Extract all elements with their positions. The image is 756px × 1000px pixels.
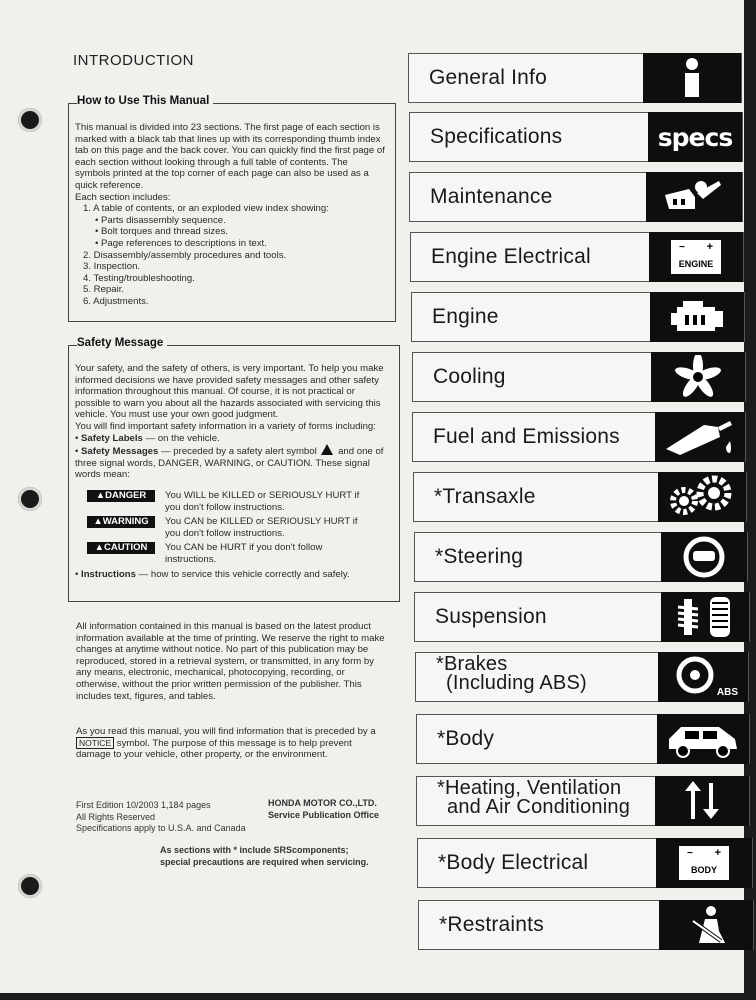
thumb-tab[interactable] — [413, 472, 747, 522]
fuel-nozzle-icon — [655, 412, 745, 462]
binder-hole — [18, 874, 42, 898]
thumb-tab[interactable] — [409, 172, 743, 222]
steering-wheel-icon — [661, 532, 747, 582]
list-subitem: • Bolt torques and thread sizes. — [95, 226, 228, 238]
oil-can-icon — [646, 172, 742, 222]
fan-icon — [651, 352, 745, 402]
thumb-tab-label: Engine — [432, 305, 499, 328]
hvac-arrows-icon — [655, 776, 749, 826]
thumb-tab-label: Engine Electrical — [431, 245, 591, 268]
brake-disc-icon: ABS — [658, 652, 748, 702]
each-section-label: Each section includes: — [75, 191, 171, 203]
thumb-tab-label: *Brakes (Including ABS) — [436, 653, 587, 694]
thumb-tab[interactable] — [416, 714, 750, 764]
specs-icon: specs — [648, 112, 742, 162]
thumb-tab[interactable] — [412, 412, 746, 462]
list-item: 6. Adjustments. — [83, 295, 149, 307]
signal-caution: ▲CAUTION You CAN be HURT if you don't follow instructions. — [75, 542, 390, 565]
signal-danger: ▲DANGER You WILL be KILLED or SERIOUSLY HURT if you don't follow instructions. — [75, 490, 390, 513]
battery-engine-icon: − + ENGINE — [649, 232, 743, 282]
thumb-tab-label: *Transaxle — [434, 485, 536, 508]
copyright-paragraph: All information contained in this manual is based on the latest product information available at the time of printing. We reserve the right to make changes at anytime without notice. No part of this publication may be reproduced, stored in a retrieval system, or transmitted, in any form by any means, electronic, mechanical, photocopying, recording, or otherwise, without the prior written permission of the publisher. This includes text, figures, and tables. — [76, 621, 385, 702]
how-to-use-intro: This manual is divided into 23 sections. The first page of each section is marked with a black tab that lines up with its corresponding thumb index tab on this page and the back cover. You can quickly find the first page of each section without looking through a full table of contents. The symbols printed at the top corner of each page can also be used as a quick reference. — [75, 122, 385, 191]
thumb-tab-label: Maintenance — [430, 185, 553, 208]
engine-icon — [650, 292, 744, 342]
thumb-tab-label: Cooling — [433, 365, 506, 388]
car-body-icon — [657, 714, 749, 764]
battery-body-icon: − + BODY — [656, 838, 752, 888]
srs-note: As sections with * include SRScomponents; special precautions are required when servicing. — [160, 845, 369, 867]
thumb-tab[interactable] — [416, 776, 750, 826]
list-item: 4. Testing/troubleshooting. — [83, 272, 195, 284]
safety-intro: Your safety, and the safety of others, is very important. To help you make informed decisions we have provided safety messages and other safety information throughout this manual. Of course, it is not practical or possible to warn you about all the hazards associated with servicing this vehicle. You must use your own good judgment. — [75, 363, 384, 421]
thumb-tab[interactable] — [415, 652, 749, 702]
notice-paragraph: As you read this manual, you will find information that is preceded by a NOTICE symbol. The purpose of this message is to help prevent damage to your vehicle, other property, or the environment. — [76, 726, 376, 761]
gears-icon — [658, 472, 746, 522]
safety-labels-item: • Safety Labels — on the vehicle. — [75, 432, 220, 444]
thumb-tab[interactable] — [414, 592, 750, 642]
thumb-tab[interactable] — [412, 352, 746, 402]
thumb-tab-label: *Body — [437, 727, 495, 750]
list-subitem: • Parts disassembly sequence. — [95, 214, 226, 226]
instructions-item: • Instructions — how to service this vehicle correctly and safely. — [75, 568, 350, 580]
list-item: 1. A table of contents, or an exploded view index showing: — [83, 203, 329, 215]
notice-symbol: NOTICE — [76, 737, 114, 749]
signal-warning: ▲WARNING You CAN be KILLED or SERIOUSLY HURT if you don't follow instructions. — [75, 516, 390, 539]
safety-message-box — [68, 337, 400, 602]
binder-hole — [18, 487, 42, 511]
binder-hole — [18, 108, 42, 132]
safety-alert-icon — [321, 444, 333, 455]
thumb-tab[interactable] — [417, 838, 753, 888]
thumb-tab-label: *Heating, Ventilation and Air Conditioning — [437, 777, 631, 818]
thumb-tab-label: Specifications — [430, 125, 563, 148]
safety-heading: Safety Message — [77, 337, 167, 349]
info-icon — [643, 53, 741, 103]
publisher-info: HONDA MOTOR CO.,LTD. Service Publication Office — [268, 798, 380, 820]
thumb-tab-label: *Restraints — [439, 913, 544, 936]
thumb-tab-label: *Body Electrical — [438, 851, 589, 874]
safety-messages-item: • Safety Messages — preceded by a safety alert symbol and one of three signal words, DANGER, WARNING, or CAUTION. These signal words mean: — [75, 446, 384, 481]
list-subitem: • Page references to descriptions in text. — [95, 237, 267, 249]
thumb-tab-label: Fuel and Emissions — [433, 425, 620, 448]
safety-forms: You will find important safety information in a variety of forms including: — [75, 420, 376, 432]
thumb-tab[interactable] — [411, 292, 745, 342]
page-title: INTRODUCTION — [73, 52, 194, 69]
how-to-use-box — [68, 95, 396, 322]
edition-info: First Edition 10/2003 1,184 pages All Rights Reserved Specifications apply to U.S.A. and Canada — [76, 800, 246, 833]
thumb-tab[interactable] — [414, 532, 748, 582]
thumb-tab[interactable] — [418, 900, 754, 950]
thumb-tab-label: General Info — [429, 66, 547, 89]
list-item: 2. Disassembly/assembly procedures and tools. — [83, 249, 287, 261]
thumb-tab[interactable] — [410, 232, 744, 282]
list-item: 5. Repair. — [83, 284, 125, 296]
thumb-tab[interactable] — [408, 53, 742, 103]
thumb-tab[interactable] — [409, 112, 743, 162]
seatbelt-icon — [659, 900, 753, 950]
shock-absorber-icon — [661, 592, 749, 642]
how-to-use-heading: How to Use This Manual — [77, 95, 213, 107]
thumb-tab-label: Suspension — [435, 605, 547, 628]
list-item: 3. Inspection. — [83, 261, 141, 273]
thumb-tab-label: *Steering — [435, 545, 524, 568]
